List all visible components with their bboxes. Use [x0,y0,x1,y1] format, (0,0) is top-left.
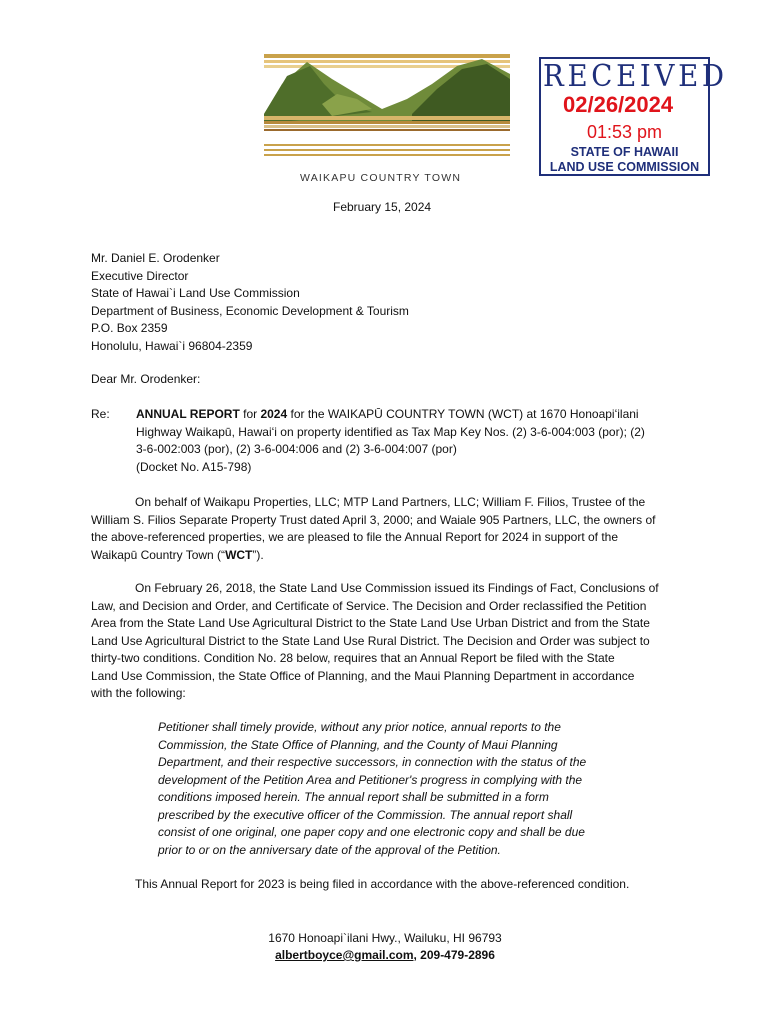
wct-bold: WCT [225,547,253,562]
footer-address: 1670 Honoapi`ilani Hwy., Wailuku, HI 96793 [268,931,502,945]
closing-line: This Annual Report for 2023 is being filed in accordance with the above-referenced condition. [135,877,630,891]
quote-line: development of the Petition Area and Petitioner's progress in complying with the [158,772,583,787]
footer-contact [0,948,770,962]
salutation: Dear Mr. Orodenker: [91,372,201,386]
letter-date: February 15, 2024 [333,200,432,214]
quote-line: conditions imposed herein. The annual report shall be submitted in a form [158,790,549,804]
re-line: Highway Waikapū, Hawaiʻi on property identified as Tax Map Key Nos. (2) 3-6-004:003 (por); (2) [136,424,645,439]
paragraph-line: On February 26, 2018, the State Land Use Commission issued its Findings of Fact, Conclusions of [135,581,659,595]
re-line: 3-6-002:003 (por), (2) 3-6-004:006 and (2) 3-6-004:007 (por) [136,442,457,456]
email-link[interactable]: albertboyce@gmail.com [275,948,414,962]
paragraph-line: Land Use Agricultural District to the State Land Use Rural District. The Decision and Order was subject to [91,633,650,648]
recipient-line: State of Hawai`i Land Use Commission [91,286,300,300]
paragraph-1 [91,494,656,564]
re-line: (Docket No. A15-798) [136,459,252,474]
received-stamp [539,57,728,176]
paragraph-line: thirty-two conditions. Condition No. 28 below, requires that an Annual Report be filed with the State [91,651,615,665]
para1-last-pre: Waikapū Country Town (“ [91,547,226,562]
paragraph-line: Land Use Commission, the State Office of Planning, and the Maui Planning Department in accordance [91,668,635,683]
stamp-state: STATE OF HAWAII [570,145,679,159]
quote-line: Department, and their respective successors, in connection with the status of the [158,755,587,769]
re-label: Re: [91,407,110,421]
paragraph-2 [91,580,659,703]
recipient-line: Department of Business, Economic Development & Tourism [91,303,409,318]
stamp-received-text: RECEIVED [543,59,728,94]
quote-line: prior to or on the anniversary date of the approval of the Petition. [158,842,501,857]
paragraph-line: Law, and Decision and Order, and Certificate of Service. The Decision and Order reclassified the Petition [91,598,647,613]
re-for: for [239,407,261,421]
recipient-block [91,250,409,355]
recipient-line: Executive Director [91,268,189,283]
paragraph-line: On behalf of Waikapu Properties, LLC; MTP Land Partners, LLC; William F. Filios, Trustee of the [135,495,646,509]
waikapu-logo [262,54,512,184]
paragraph-line: with the following: [91,686,186,700]
quote-line: prescribed by the executive officer of the Commission. The annual report shall [158,807,573,822]
paragraph-line: William S. Filios Separate Property Trust dated April 3, 2000; and Waiale 905 Partners, LLC, the owners of [91,512,656,527]
condition-quote [158,719,586,859]
stamp-commission: LAND USE COMMISSION [549,160,700,174]
recipient-line: Honolulu, Hawai`i 96804-2359 [91,338,253,353]
re-subject [136,406,645,476]
para1-last-post: ”). [252,547,264,562]
paragraph-line: Area from the State Land Use Agricultural District to the State Land Use Urban District and from the State [91,616,650,630]
logo-wordmark: WAIKAPU COUNTRY TOWN [300,172,462,184]
re-bold-annual-report: ANNUAL REPORT [136,407,240,421]
re-line-1-rest: for the WAIKAPŪ COUNTRY TOWN (WCT) at 1670 Honoapiʻilani [287,407,639,421]
re-line-1 [136,406,645,424]
paragraph-line: the above-referenced properties, we are pleased to file the Annual Report for 2024 in support of the [91,530,619,544]
stamp-time: 01:53 pm [587,122,663,142]
re-bold-year: 2024 [260,407,288,421]
quote-line: Commission, the State Office of Planning, and the County of Maui Planning [158,737,558,752]
footer-phone: , 209-479-2896 [413,948,495,962]
paragraph-line [91,547,656,565]
recipient-line: P.O. Box 2359 [91,321,168,335]
quote-line: consist of one original, one paper copy and one electronic copy and shall be due [158,825,585,839]
recipient-line: Mr. Daniel E. Orodenker [91,251,220,265]
stamp-date: 02/26/2024 [563,92,674,117]
quote-line: Petitioner shall timely provide, without any prior notice, annual reports to the [158,720,561,734]
mountain-landscape-icon [262,54,512,170]
